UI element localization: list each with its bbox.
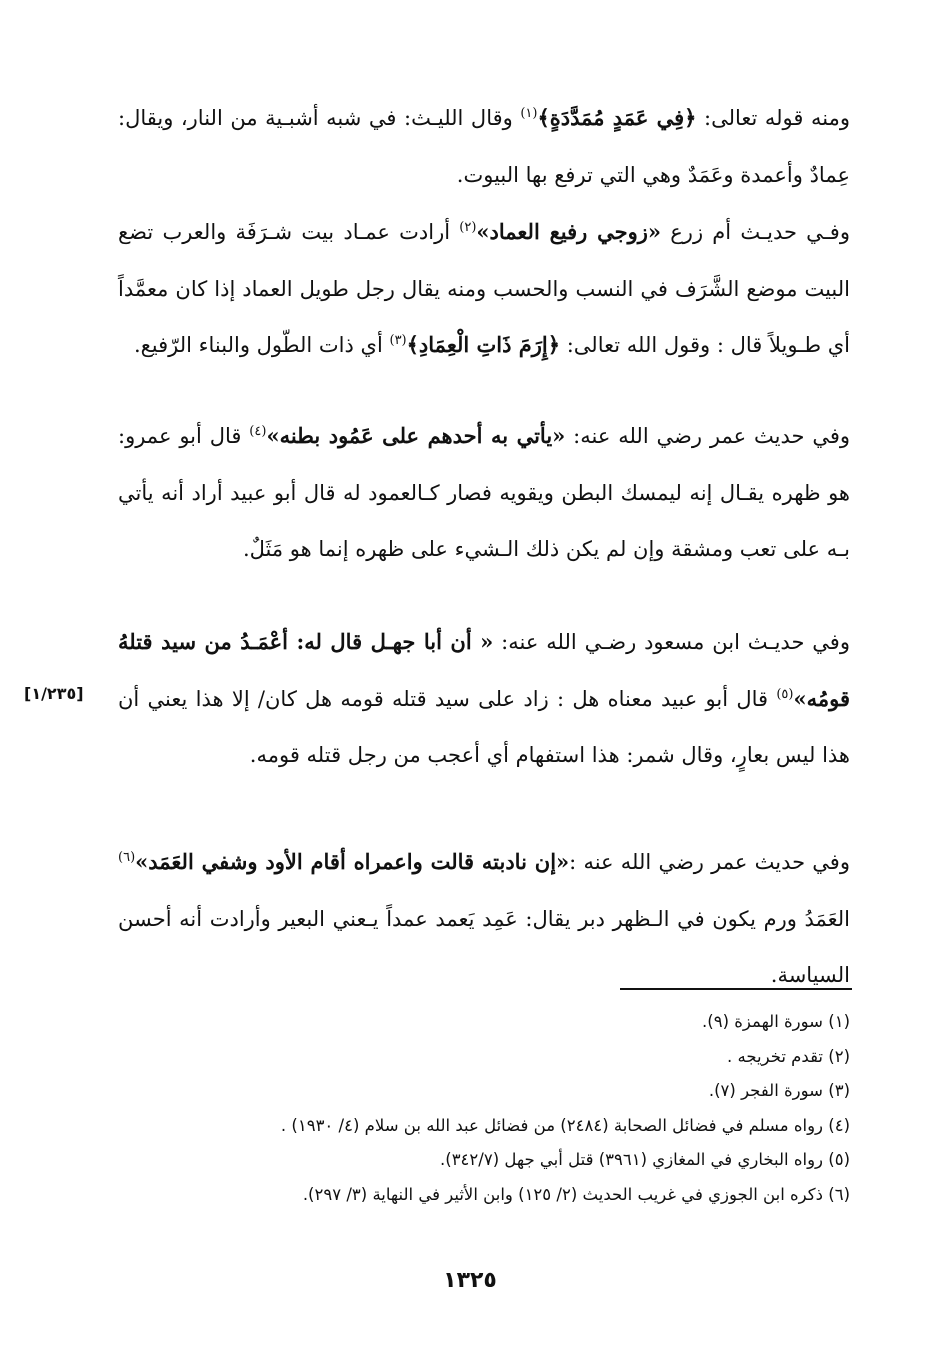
footnote-marker: (٦) (118, 850, 136, 865)
footnote-6: (٦) ذكره ابن الجوزي في غريب الحديث (٢/ ١٢٥) وابن الأثير في النهاية (٣/ ٢٩٧). (302, 1184, 850, 1204)
body-text: قال أبو عبيد معناه هل : زاد على سيد قتله قومه هل كان/ إلا هذا يعني أن هذا ليس بعارٍ، وقال شمر: هذا استفهام أي أعجب من رجل قتله قومه. (111, 686, 850, 767)
paragraph-5 (111, 834, 850, 1004)
body-text: العَمَدُ ورم يكون في الـظهر دبر يقال: عَمِد يَعمد عمداً يـعني البعير وأرادت أنه أحسن السياسة. (111, 850, 850, 987)
quoted-text: ﴿إِرَمَ ذَاتِ الْعِمَادِ﴾ (406, 332, 561, 357)
body-text: وفي حديـث ابن مسعود رضـي الله عنه: (493, 630, 850, 654)
footnote-3: (٣) سورة الفجر (٧). (708, 1081, 850, 1100)
body-text: ومنه قوله تعالى: (696, 106, 850, 130)
footnote-marker: (٤) (249, 424, 267, 439)
quoted-text: «إن نادبته قالت واعمراه أقام الأود وشفي العَمَد» (135, 849, 570, 874)
footnote-divider (620, 988, 852, 990)
quoted-text: « أن أبا جهـل قال له: أعْمَـدُ من سيد قتلهُ قومُه» (110, 629, 850, 711)
footnote-marker: (١) (520, 106, 538, 121)
quoted-text: ﴿فِي عَمَدٍ مُمَدَّدَةٍ﴾ (537, 105, 697, 130)
quoted-text: «زوجي رفيع العماد» (476, 219, 662, 244)
body-text: وقال الليـث: في شبه أشبـية من النار، ويقال: عِمادٌ وأعمدة وعَمَدٌ وهي التي ترفع بها البيوت. (111, 106, 850, 187)
body-text: قال أبو عمرو: هو ظهره يقـال إنه ليمسك البطن ويقويه فصار كـالعمود له قال أبو عبيد أراد أنه يأتي بـه على تعب ومشقة وإن لم يكن ذلك الـشيء على ظهره إنما هو مَثَلٌ. (111, 424, 851, 561)
footnotes (150, 1005, 850, 1212)
footnote-1: (١) سورة الهمزة (٩). (702, 1012, 850, 1031)
body-text: وفـي حديـث أم زرع (661, 220, 850, 244)
footnote-marker: (٣) (389, 333, 407, 348)
quoted-text: «يأتي به أحدهم على عَمُود بطنه» (266, 423, 566, 448)
body-text: وفي حديث عمر رضي الله عنه: (565, 424, 850, 448)
paragraph-4 (110, 614, 850, 784)
footnote-marker: (٢) (459, 220, 477, 235)
body-text: أرادت عمـاد بيت شـرَفَة والعرب تضع البيت موضع الشَّرَف في النسب والحسب ومنه يقال رجل طويل العماد إذا كان معمَّداً أي طـويلاً قال : وقول الله تعالى: (111, 220, 850, 357)
footnote-5: (٥) رواه البخاري في المغازي (٣٩٦١) قتل أبي جهل (٣٤٢/٧). (440, 1150, 850, 1169)
paragraph-2 (111, 204, 850, 374)
paragraph-1 (111, 90, 850, 203)
body-text: وفي حديث عمر رضي الله عنه : (569, 850, 850, 874)
footnote-4: (٤) رواه مسلم في فضائل الصحابة (٢٤٨٤) من فضائل عبد الله بن سلام (٤/ ١٩٣٠) . (280, 1115, 850, 1135)
footnote-marker: (٥) (776, 686, 794, 702)
paragraph-3 (111, 408, 851, 578)
body-text: أي ذات الطّول والبناء الرّفيع. (133, 333, 390, 357)
margin-page-reference: [١/٢٣٥] (24, 684, 84, 703)
footnote-2: (٢) تقدم تخريجه . (727, 1046, 850, 1066)
page-number: ١٣٢٥ (443, 1268, 497, 1293)
